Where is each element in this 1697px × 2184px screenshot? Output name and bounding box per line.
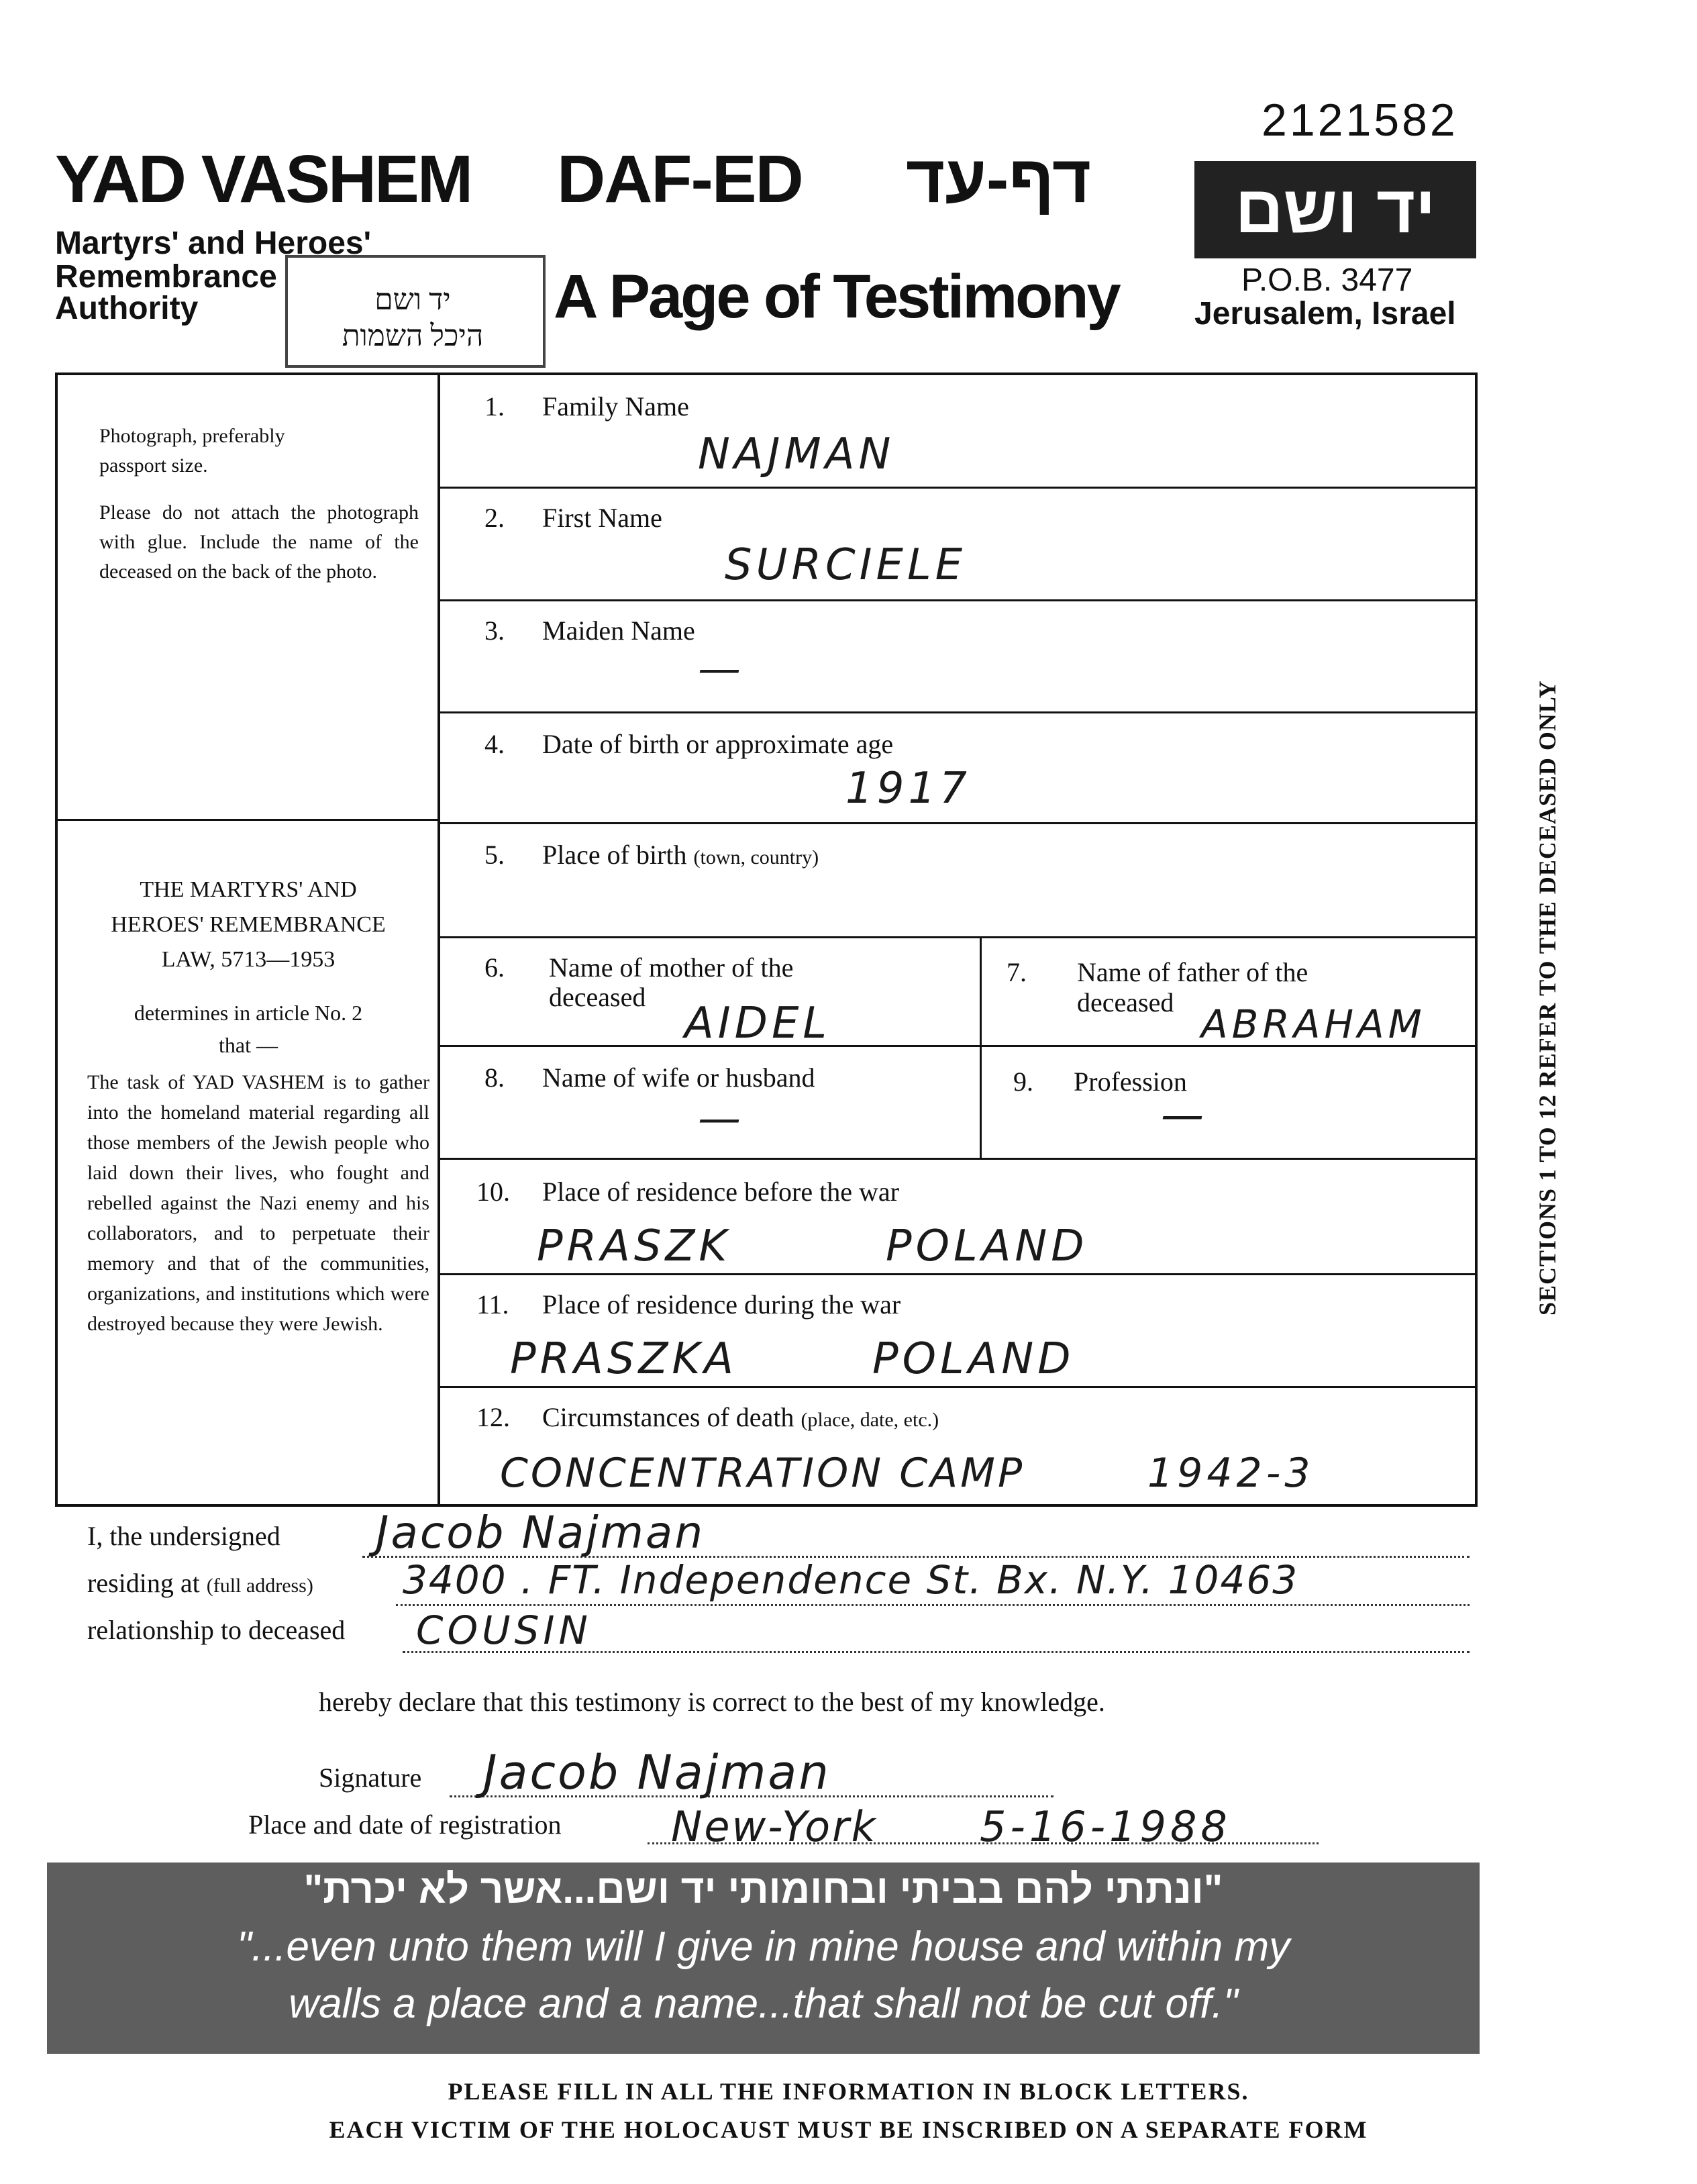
footer-instruction-2: EACH VICTIM OF THE HOLOCAUST MUST BE INSCRIBED ON A SEPARATE FORM <box>329 2116 1368 2143</box>
daf-ed-title: DAF-ED <box>557 142 803 217</box>
declaration-statement: hereby declare that this testimony is correct to the best of my knowledge. <box>319 1687 1105 1717</box>
field-8-number: 8. <box>484 1062 505 1093</box>
field-1-number: 1. <box>484 391 505 421</box>
subtitle-line-2: Remembrance <box>55 259 277 295</box>
registration-place-value[interactable]: New-York <box>671 1802 878 1851</box>
father-name-value[interactable]: ABRAHAM <box>1201 1001 1426 1047</box>
po-box: P.O.B. 3477 <box>1241 262 1413 298</box>
field-7-label-line-2: deceased <box>1077 987 1174 1017</box>
field-5-label-small: (town, country) <box>693 846 819 868</box>
field-12-label-main: Circumstances of death <box>542 1402 794 1432</box>
law-heading-line-2: HEROES' REMEMBRANCE <box>111 912 386 937</box>
row-separator <box>439 1386 1478 1388</box>
field-6-number: 6. <box>484 952 505 983</box>
field-2-number: 2. <box>484 503 505 533</box>
org-name: YAD VASHEM <box>55 142 472 217</box>
maiden-name-value[interactable]: — <box>698 644 745 694</box>
row-separator <box>439 599 1478 601</box>
field-9-number: 9. <box>1013 1066 1033 1097</box>
law-determines-line-2: that — <box>219 1033 278 1057</box>
family-name-value[interactable]: NAJMAN <box>698 430 895 479</box>
field-6-label-line-1: Name of mother of the <box>549 952 794 983</box>
subtitle-line-3: Authority <box>55 291 199 326</box>
footer-instruction-1: PLEASE FILL IN ALL THE INFORMATION IN BLOCK LETTERS. <box>448 2078 1249 2105</box>
residence-before-country-value[interactable]: POLAND <box>886 1222 1088 1271</box>
first-name-value[interactable]: SURCIELE <box>725 540 967 590</box>
mother-name-value[interactable]: AIDEL <box>684 999 831 1048</box>
address-label-main: residing at <box>87 1568 200 1598</box>
field-11-label: Place of residence during the war <box>542 1289 901 1320</box>
undersigned-label: I, the undersigned <box>87 1521 280 1551</box>
address-label-small: (full address) <box>206 1575 313 1597</box>
row-separator <box>439 936 1478 938</box>
city-address: Jerusalem, Israel <box>1194 296 1456 332</box>
field-12-label <box>542 1401 939 1433</box>
field-1-label: Family Name <box>542 391 689 421</box>
address-label <box>87 1567 313 1599</box>
page-title: A Page of Testimony <box>554 262 1119 331</box>
photo-instruction-line-2: passport size. <box>99 454 208 477</box>
death-year-value[interactable]: 1942-3 <box>1147 1450 1315 1497</box>
scripture-banner <box>47 1863 1480 2054</box>
undersigned-value[interactable]: Jacob Najman <box>376 1507 705 1558</box>
field-9-label: Profession <box>1074 1066 1187 1097</box>
death-circumstances-value[interactable]: CONCENTRATION CAMP <box>500 1450 1025 1497</box>
side-note: SECTIONS 1 TO 12 REFER TO THE DECEASED ONLY <box>1534 680 1561 1316</box>
field-4-label: Date of birth or approximate age <box>542 729 894 759</box>
spouse-name-value[interactable]: — <box>698 1094 745 1144</box>
registration-label: Place and date of registration <box>248 1809 562 1840</box>
residence-during-town-value[interactable]: PRASZKA <box>510 1334 738 1384</box>
law-heading-line-3: LAW, 5713—1953 <box>161 947 336 972</box>
field-10-number: 10. <box>476 1177 510 1207</box>
column-separator <box>980 936 982 1158</box>
birth-date-value[interactable]: 1917 <box>845 764 971 813</box>
law-heading-line-1: THE MARTYRS' AND <box>140 877 357 902</box>
stamp-text <box>295 282 530 354</box>
address-line <box>396 1604 1470 1606</box>
field-8-label: Name of wife or husband <box>542 1062 815 1093</box>
document-number: 2121582 <box>1262 95 1458 146</box>
residence-during-country-value[interactable]: POLAND <box>872 1334 1075 1384</box>
address-value[interactable]: 3400 . FT. Independence St. Bx. N.Y. 10463 <box>403 1557 1299 1603</box>
photo-instruction-paragraph: Please do not attach the photograph with glue. Include the name of the deceased on the back of the photo. <box>99 501 419 583</box>
field-2-label: First Name <box>542 503 662 533</box>
left-column-separator <box>55 819 439 821</box>
banner-english-line-2: walls a place and a name...that shall not be cut off." <box>289 1981 1238 2027</box>
field-3-label: Maiden Name <box>542 615 695 646</box>
field-12-number: 12. <box>476 1402 510 1432</box>
field-5-number: 5. <box>484 840 505 870</box>
signature-value[interactable]: Jacob Najman <box>483 1745 831 1800</box>
field-10-label: Place of residence before the war <box>542 1177 899 1207</box>
relationship-value[interactable]: COUSIN <box>416 1607 592 1653</box>
photo-instruction-line-1: Photograph, preferably <box>99 425 285 447</box>
left-column-divider <box>438 373 440 1507</box>
residence-before-town-value[interactable]: PRASZK <box>537 1222 731 1271</box>
field-3-number: 3. <box>484 615 505 646</box>
field-5-label-main: Place of birth <box>542 840 687 870</box>
row-separator <box>439 487 1478 489</box>
row-separator <box>439 1273 1478 1275</box>
law-determines <box>60 997 436 1061</box>
hebrew-title: דף-עד <box>906 142 1092 217</box>
stamp-line-2: היכל השמות <box>342 319 484 352</box>
law-determines-line-1: determines in article No. 2 <box>134 1001 363 1025</box>
field-4-number: 4. <box>484 729 505 759</box>
banner-english-line-1: "...even unto them will I give in mine house and within my <box>236 1924 1290 1970</box>
row-separator <box>439 822 1478 824</box>
field-6-label-line-2: deceased <box>549 982 646 1012</box>
field-12-label-small: (place, date, etc.) <box>801 1409 939 1431</box>
row-separator <box>439 1158 1478 1160</box>
relationship-label: relationship to deceased <box>87 1615 346 1645</box>
stamp-line-1: יד ושם <box>374 283 451 316</box>
field-5-label <box>542 839 819 871</box>
field-11-number: 11. <box>476 1289 509 1320</box>
field-7-label-line-1: Name of father of the <box>1077 957 1308 987</box>
profession-value[interactable]: — <box>1161 1091 1208 1140</box>
law-heading <box>60 873 436 977</box>
subtitle-line-1: Martyrs' and Heroes' <box>55 226 371 261</box>
registration-date-value[interactable]: 5-16-1988 <box>980 1802 1231 1851</box>
row-separator <box>439 711 1478 713</box>
signature-label: Signature <box>319 1763 422 1793</box>
yad-vashem-logo: יד ושם <box>1194 161 1476 258</box>
banner-hebrew-quote: "ונתתי להם בביתי ובחומותי יד ושם...אשר לא יכרת" <box>303 1867 1223 1912</box>
field-7-number: 7. <box>1007 957 1027 987</box>
law-body: The task of YAD VASHEM is to gather into the homeland material regarding all those members of the Jewish people who laid down their lives, who fought and rebelled against the Nazi enemy and his collaborators, and to perpetuate their memory and that of the communities, organizations, and institutions which were destroyed because they were Jewish. <box>87 1071 429 1335</box>
